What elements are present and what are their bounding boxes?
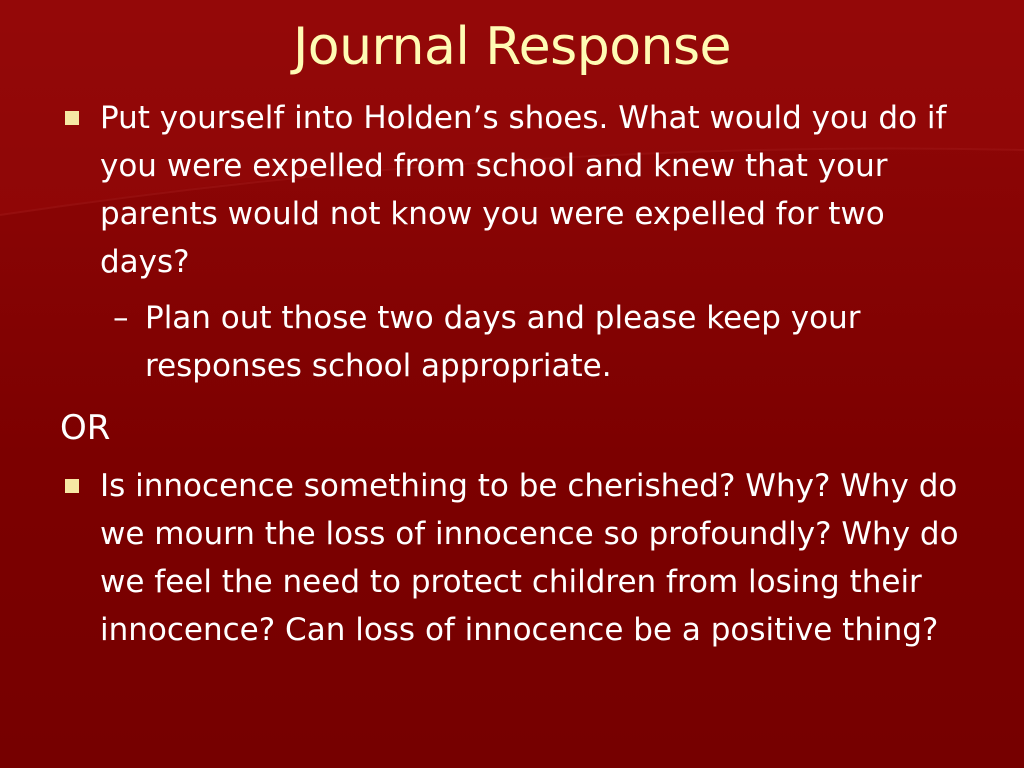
square-bullet-icon [65, 111, 79, 125]
slide-body [60, 94, 965, 654]
or-separator: OR [60, 408, 111, 448]
bullet-text-2: Is innocence something to be cherished? Why? Why do we mourn the loss of innocence so profoundly? Why do we feel the need to protect children from losing their innocence? Can loss of innocence be a positive thing? [100, 468, 959, 648]
sub-bullet-text: Plan out those two days and please keep your responses school appropriate. [145, 300, 861, 384]
bullet-text-1: Put yourself into Holden’s shoes. What would you do if you were expelled from school and knew that your parents would not know you were expelled for two days? [100, 100, 947, 280]
bullet-item-1 [60, 94, 965, 286]
dash-bullet-icon: – [113, 300, 129, 336]
slide-title: Journal Response [292, 17, 732, 77]
bullet-item-2 [60, 462, 965, 654]
square-bullet-icon [65, 479, 79, 493]
sub-bullet-item [60, 294, 965, 390]
